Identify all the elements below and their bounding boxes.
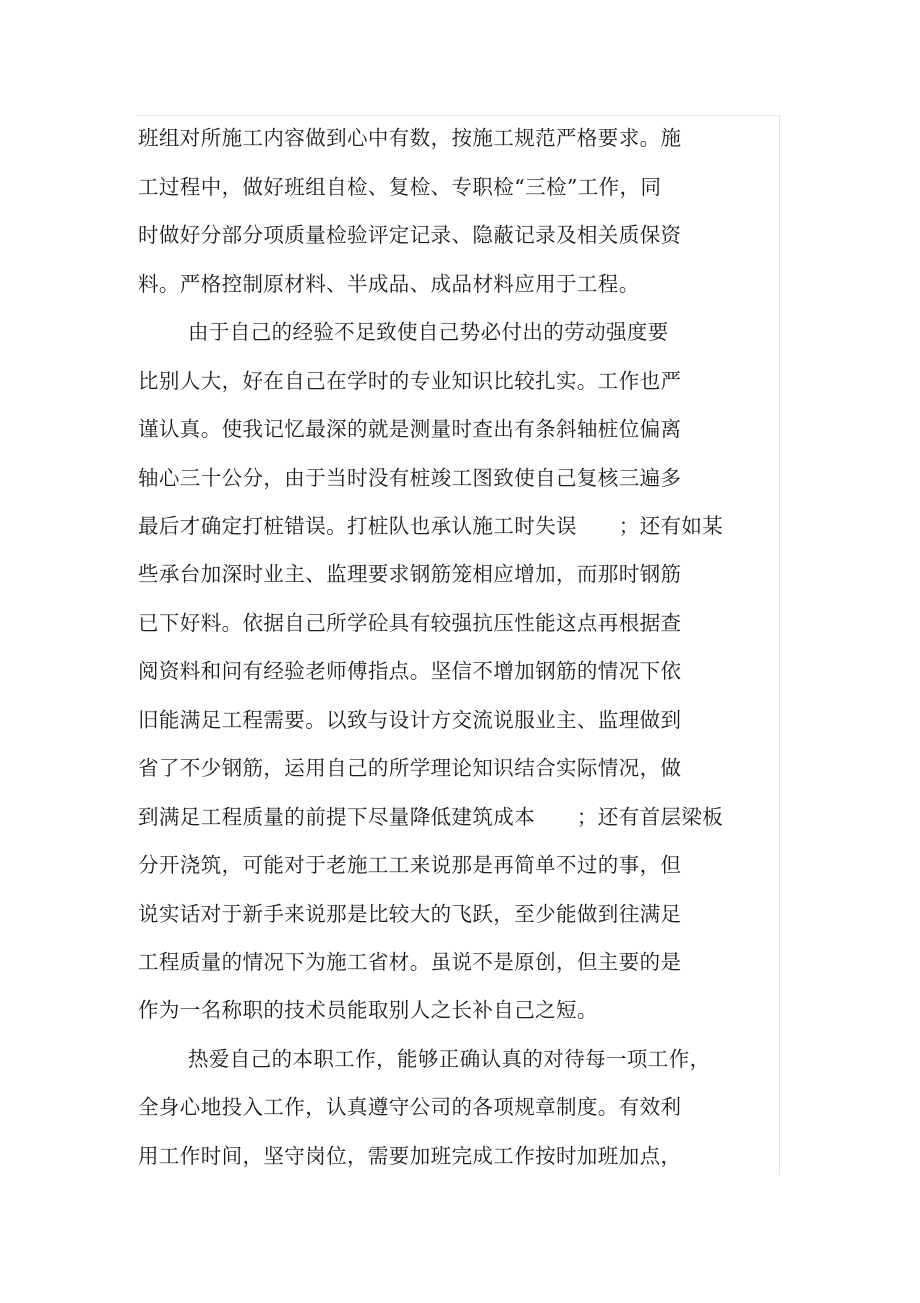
paragraph-line: 省了不少钢筋，运用自己的所学理论知识结合实际情况，做 [138, 756, 682, 780]
paragraph-line: 分开浇筑，可能对于老施工工来说那是再简单不过的事，但 [138, 853, 682, 877]
paragraph-line: 班组对所施工内容做到心中有数，按施工规范严格要求。施 [138, 126, 682, 150]
paragraph-line: 料。严格控制原材料、半成品、成品材料应用于工程。 [138, 272, 640, 296]
paragraph-line: 全身心地投入工作，认真遵守公司的各项规章制度。有效利 [138, 1095, 682, 1119]
paragraph-first-line: 由于自己的经验不足致使自己势必付出的劳动强度要 [188, 320, 669, 344]
paragraph-line: 阅资料和问有经验老师傅指点。坚信不增加钢筋的情况下依 [138, 659, 682, 683]
paragraph-line: 作为一名称职的技术员能取别人之长补自己之短。 [138, 998, 598, 1022]
paragraph-line: 比别人大，好在自己在学时的专业知识比较扎实。工作也严 [138, 369, 682, 393]
paragraph-line: 时做好分部分项质量检验评定记录、隐蔽记录及相关质保资 [138, 223, 682, 247]
paragraph-line: 到满足工程质量的前提下尽量降低建筑成本 ；还有首层梁板 [138, 805, 724, 829]
paragraph-line: 些承台加深时业主、监理要求钢筋笼相应增加，而那时钢筋 [138, 562, 682, 586]
paragraph-line: 已下好料。依据自己所学砼具有较强抗压性能这点再根据查 [138, 611, 682, 635]
paragraph-line: 工程质量的情况下为施工省材。虽说不是原创，但主要的是 [138, 950, 682, 974]
paragraph-line: 轴心三十公分，由于当时没有桩竣工图致使自己复核三遍多 [138, 466, 682, 490]
paragraph-first-line: 热爱自己的本职工作，能够正确认真的对待每一项工作， [188, 1047, 711, 1071]
paragraph-line: 工过程中，做好班组自检、复检、专职检“三检”工作，同 [138, 175, 662, 199]
paragraph-line: 谨认真。使我记忆最深的就是测量时查出有条斜轴桩位偏离 [138, 417, 682, 441]
paragraph-line: 最后才确定打桩错误。打桩队也承认施工时失误 ；还有如某 [138, 514, 724, 538]
paragraph-line: 用工作时间，坚守岗位，需要加班完成工作按时加班加点， [138, 1144, 682, 1168]
paragraph-line: 旧能满足工程需要。以致与设计方交流说服业主、监理做到 [138, 708, 682, 732]
paragraph-line: 说实话对于新手来说那是比较大的飞跃，至少能做到往满足 [138, 902, 682, 926]
